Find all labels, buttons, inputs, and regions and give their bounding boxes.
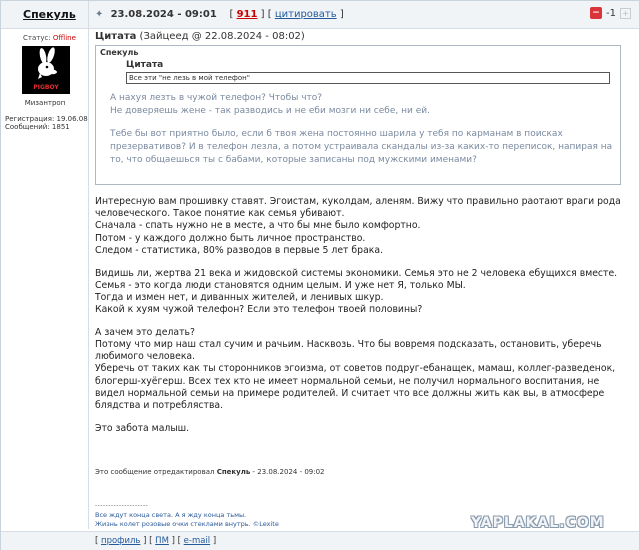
post-header bbox=[1, 1, 639, 29]
quote-title bbox=[95, 31, 625, 42]
post-content bbox=[95, 31, 625, 165]
nested-quote-title: Цитата bbox=[126, 60, 164, 70]
post-body bbox=[95, 196, 625, 445]
status-label: Статус: bbox=[23, 34, 51, 42]
quote-author: Спекуль bbox=[100, 48, 139, 57]
footer-links: [ профиль ] [ ПМ ] [ e-mail ] bbox=[95, 536, 217, 546]
author-sidebar bbox=[1, 29, 89, 529]
vote-up-icon[interactable]: + bbox=[620, 8, 631, 19]
edited-date: - 23.08.2024 - 09:02 bbox=[250, 468, 325, 476]
rating-value: -1 bbox=[606, 7, 616, 19]
vote-down-icon[interactable]: − bbox=[590, 7, 602, 19]
registration-date: Регистрация: 19.06.08 bbox=[5, 115, 88, 123]
author-name-link[interactable]: Спекуль bbox=[23, 8, 76, 21]
signature-line-1: Все ждут конца света. А я жду конца тьмы. bbox=[95, 511, 247, 519]
body-paragraph: А зачем это делать? Потому что мир наш стал сучим и рачьим. Насквозь. Что бы вовремя подсказать, остановить, уберечь любимого человека. Уберечь от таких как ты сторонников эгоизма, от советов подруг-ебанащек, мамаш, коллег-разведенок, блогерш-хуёгерш. Всех тех кто не имеет нормальной семьи, не получил нормального воспитания, не видел нормальной семьи на примере родителей. И считает что все должны жить как вы, в атмосфере блядства и потребляства. bbox=[95, 326, 616, 412]
post-link-icon[interactable]: ✦ bbox=[95, 9, 104, 20]
site-watermark: YAPLAKAL.COM bbox=[471, 515, 605, 531]
quote-block bbox=[95, 45, 621, 185]
post-number-link[interactable]: 911 bbox=[236, 9, 258, 20]
status-value: Offline bbox=[52, 34, 76, 42]
quote-title-label: Цитата bbox=[95, 31, 137, 42]
edited-note bbox=[95, 468, 325, 476]
body-paragraph: Это забота малыш. bbox=[95, 422, 190, 434]
author-cell bbox=[1, 1, 89, 29]
nested-quote-block: Все эти "не лезь в мой телефон" bbox=[126, 72, 610, 84]
post-meta: ✦ 23.08.2024 - 09:01 [ 911 ] [ цитировать ] bbox=[95, 9, 344, 20]
message-count: Сообщений: 1851 bbox=[5, 123, 70, 131]
quote-text bbox=[110, 92, 620, 177]
user-rank: Мизантроп bbox=[24, 99, 66, 107]
edited-prefix: Это сообщение отредактировал bbox=[95, 468, 217, 476]
post-date: 23.08.2024 - 09:01 bbox=[110, 9, 217, 20]
quote-paragraph: Тебе бы вот приятно было, если б твоя жена постоянно шарила у тебя по карманам в поисках презервативов? И в телефон лезла, а потом устраивала скандалы из-за каких-то переписок, напирая на то, что общаешься ты с бабами, которые записаны под мужскими именами? bbox=[110, 129, 613, 165]
signature-line-2: Жизнь колет розовые очки стеклами внутрь. ©Lexite bbox=[95, 520, 279, 528]
quote-button[interactable]: цитировать bbox=[274, 9, 337, 20]
edited-author: Спекуль bbox=[216, 468, 251, 476]
email-link[interactable]: e-mail bbox=[183, 536, 211, 546]
quote-source: (Зайцеед @ 22.08.2024 - 08:02) bbox=[136, 31, 305, 42]
status-line bbox=[23, 34, 76, 42]
quote-paragraph: А нахуя лезть в чужой телефон? Чтобы что? Не доверяешь жене - так разводись и не еби мозги ни себе, ни ей. bbox=[110, 93, 430, 116]
body-paragraph: Интересную вам прошивку ставят. Эгоистам, куколдам, аленям. Вижу что правильно раотают враги рода человеческого. Такое понятие как семья убивают. Сначала - спать нужно не в месте, а что бы мне было комфортно. Потом - у каждого должно быть личное пространство. Следом - статистика, 80% разводов в первые 5 лет брака. bbox=[95, 196, 621, 256]
body-paragraph: Видишь ли, жертва 21 века и жидовской системы экономики. Семья это не 2 человека ебущихся вместе. Семья - это когда люди становятся одним целым. И уже нет Я, только МЫ. Тогда и измен нет, и диванных жителей, и ленивых шкур. Какой к хуям чужой телефон? Если это телефон твоей половины? bbox=[95, 267, 618, 316]
signature-divider: -------------------- bbox=[95, 502, 149, 509]
post-footer bbox=[1, 531, 639, 550]
avatar[interactable] bbox=[22, 46, 70, 94]
avatar-logo-text: PIGBOY bbox=[33, 84, 59, 91]
rating-widget bbox=[590, 7, 631, 19]
profile-link[interactable]: профиль bbox=[101, 536, 141, 546]
pm-link[interactable]: ПМ bbox=[155, 536, 169, 546]
